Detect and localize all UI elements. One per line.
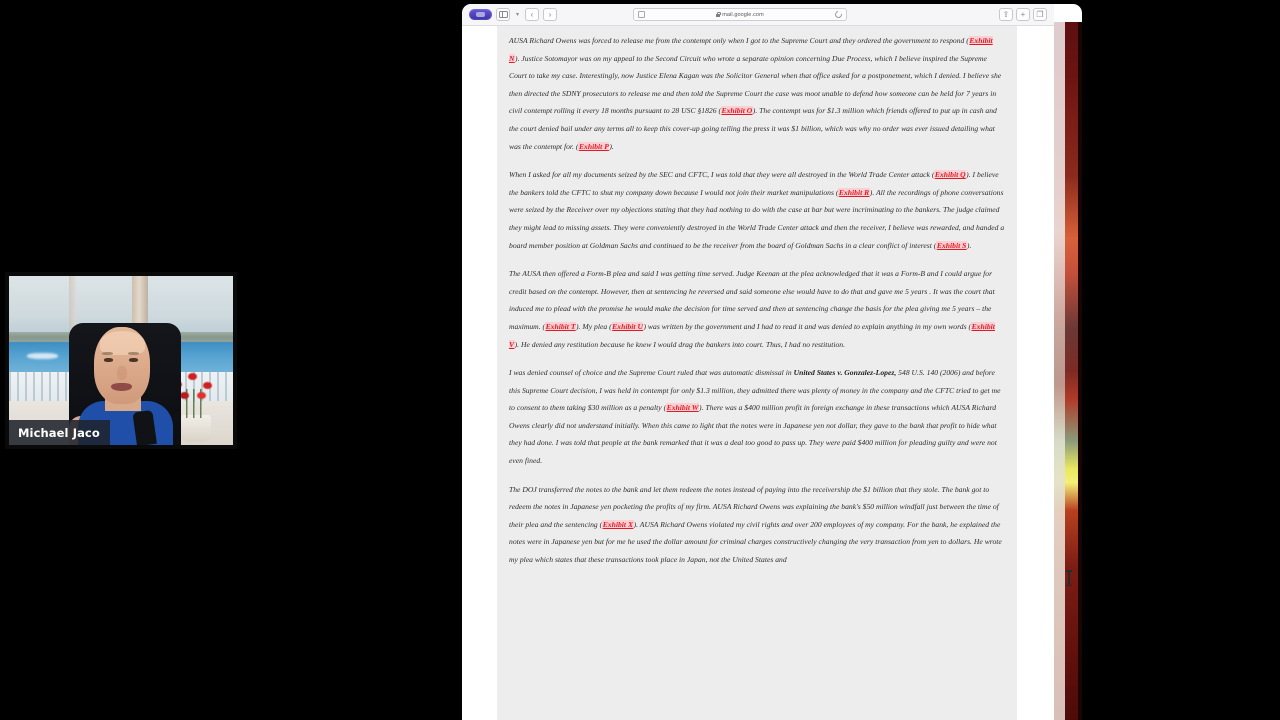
exhibit-link[interactable]: Exhibit O xyxy=(721,106,753,116)
paragraph-text: The AUSA then offered a Form-B plea and said I was getting time served. Judge Keenan at the plea acknowledged that it was a Form-B and I could argue for credit based on the contempt. However, then at sentencing he reversed and said someone else would have to do that and gave me 5 years . It was the court that induced me to plead with the promise he would make the decision for time served and then at sentencing change the basis for the plea giving me 5 years – the maximum. ( xyxy=(509,269,995,331)
shared-screen-browser-window xyxy=(462,4,1082,720)
share-icon[interactable]: ⇪ xyxy=(999,8,1013,21)
reload-icon[interactable] xyxy=(834,10,844,20)
paragraph-text: I was denied counsel of choice and the Supreme Court ruled that was automatic dismissal in xyxy=(509,368,794,378)
microphone xyxy=(132,410,157,445)
document-paragraph xyxy=(509,481,1005,569)
exhibit-link[interactable]: Exhibit X xyxy=(602,519,634,529)
browser-toolbar xyxy=(462,4,1054,26)
page-viewport[interactable] xyxy=(462,26,1054,720)
exhibit-link[interactable]: Exhibit U xyxy=(612,321,643,331)
new-tab-button[interactable]: + xyxy=(1016,8,1030,21)
document-paragraph xyxy=(509,364,1005,470)
document-paragraph xyxy=(509,265,1005,353)
paragraph-text: ). My plea ( xyxy=(576,321,612,331)
paragraph-text: When I asked for all my documents seized by the SEC and CFTC, I was told that they were all destroyed in the World Trade Center attack ( xyxy=(509,170,935,180)
extension-badge-icon[interactable] xyxy=(469,9,492,20)
chevron-down-icon[interactable]: ▾ xyxy=(515,12,519,18)
paragraph-text: ). All the recordings of phone conversations were seized by the Receiver over my objections stating that they had nothing to do with the case at bar but were incriminating to the bankers. The judge claimed they might lead to missing assets. They were conveniently destroyed in the World Trade Center attack and then the receiver, I believe was rewarded, and handed a board member position at Goldman Sachs and continued to be the receiver from the board of Goldman Sachs in a clear conflict of interest ( xyxy=(509,187,1005,250)
page-settings-icon[interactable] xyxy=(638,11,645,18)
paragraph-text: ). xyxy=(966,240,972,250)
sidebar-toggle-icon[interactable] xyxy=(496,8,510,21)
paragraph-text: AUSA Richard Owens was forced to release me from the contempt only when I got to the Supreme Court and they ordered the government to respond ( xyxy=(509,36,969,45)
case-citation: United States v. Gonzalez-Lopez, xyxy=(793,368,897,378)
back-button[interactable]: ‹ xyxy=(525,8,539,21)
lock-icon xyxy=(716,12,720,17)
exhibit-link[interactable]: Exhibit S xyxy=(936,240,967,250)
exhibit-link[interactable]: Exhibit W xyxy=(666,403,699,413)
background-window-sliver xyxy=(1052,22,1082,720)
paragraph-text: ). I believe the bankers told the CFTC to shut my company down because I would not join their market manipulations ( xyxy=(509,170,999,197)
person-head xyxy=(94,327,150,405)
tabs-overview-icon[interactable]: ❐ xyxy=(1033,8,1047,21)
paragraph-text: The DOJ transferred the notes to the bank and let them redeem the notes instead of paying into the receivership the $1 billion that they stole. The bank got to redeem the notes in Japanese yen pocketing the profits of my firm. AUSA Richard Owens was explaining the bank's $50 million windfall just between the time of their plea and the sentencing ( xyxy=(509,484,999,529)
paragraph-text: 548 U.S. 140 (2006) and before this Supreme Court decision, I was held in contempt for only $1.3 million, they admitted there was plenty of money in the company and the CFTC tried to get me to consent to them taking $30 million as a penalty ( xyxy=(509,368,1001,413)
address-bar-url: mail.google.com xyxy=(722,11,764,18)
paragraph-text: ). Justice Sotomayor was on my appeal to the Second Circuit who wrote a separate opinion concerning Due Process, which I believe inspired the Supreme Court to take my case. Interestingly, now Justice Elena Kagan was the Solicitor General when that office asked for a postponement, which I denied. I believe she then directed the SDNY prosecutors to release me and then told the Supreme Court the case was moot unable to defend how someone can be held for 7 years in civil contempt rolling it every 18 months pursuant to 28 USC §1826 ( xyxy=(509,53,1002,116)
document-paragraph xyxy=(509,166,1005,254)
paragraph-text: ). The contempt was for $1.3 million which friends offered to put up in cash and the court denied bail under any terms all to keep this cover-up going telling the press it was $1 billion, which was why no order was ever issued detailing what was the contempt for. ( xyxy=(509,106,997,151)
exhibit-link[interactable]: Exhibit V xyxy=(509,321,995,349)
paragraph-text: ) was written by the government and I had to read it and was denied to explain anything in my own words ( xyxy=(643,321,972,331)
paragraph-text: ). There was a $400 million profit in foreign exchange in these transactions which AUSA Richard Owens clearly did not understand initially. When this came to light that the notes were in Japanese yen not dollar, they gave to the bank that profit to hide what they had done. I was told that people at the bank remarked that it was a deal too good to pass up. They were paid $400 million for pleading guilty and were not even fined. xyxy=(509,403,997,466)
webcam-tile[interactable] xyxy=(5,272,237,449)
paragraph-text: ). He denied any restitution because he knew I would drag the bankers into court. Thus, I had no restitution. xyxy=(514,339,846,349)
exhibit-link[interactable]: Exhibit R xyxy=(838,187,870,197)
address-bar[interactable] xyxy=(633,8,847,21)
document-paragraph xyxy=(509,32,1005,155)
exhibit-link[interactable]: Exhibit N xyxy=(509,36,993,63)
participant-name-text: Michael Jaco xyxy=(18,425,100,440)
webcam-video-frame xyxy=(9,276,233,445)
paragraph-text: ). xyxy=(609,141,614,151)
exhibit-link[interactable]: Exhibit Q xyxy=(934,170,966,180)
exhibit-link[interactable]: Exhibit T xyxy=(545,321,576,331)
forward-button[interactable]: › xyxy=(543,8,557,21)
document-body xyxy=(497,26,1017,720)
exhibit-link[interactable]: Exhibit P xyxy=(578,141,609,151)
participant-name-label xyxy=(9,420,110,445)
paragraph-text: ). AUSA Richard Owens violated my civil rights and over 200 employees of my company. For the bank, he explained the notes were in Japanese yen but for me he used the dollar amount for criminal charges constructively changing the very transaction from yen to dollars. He wrote my plea which states that these transactions took place in Japan, not the United States and xyxy=(509,519,1002,565)
